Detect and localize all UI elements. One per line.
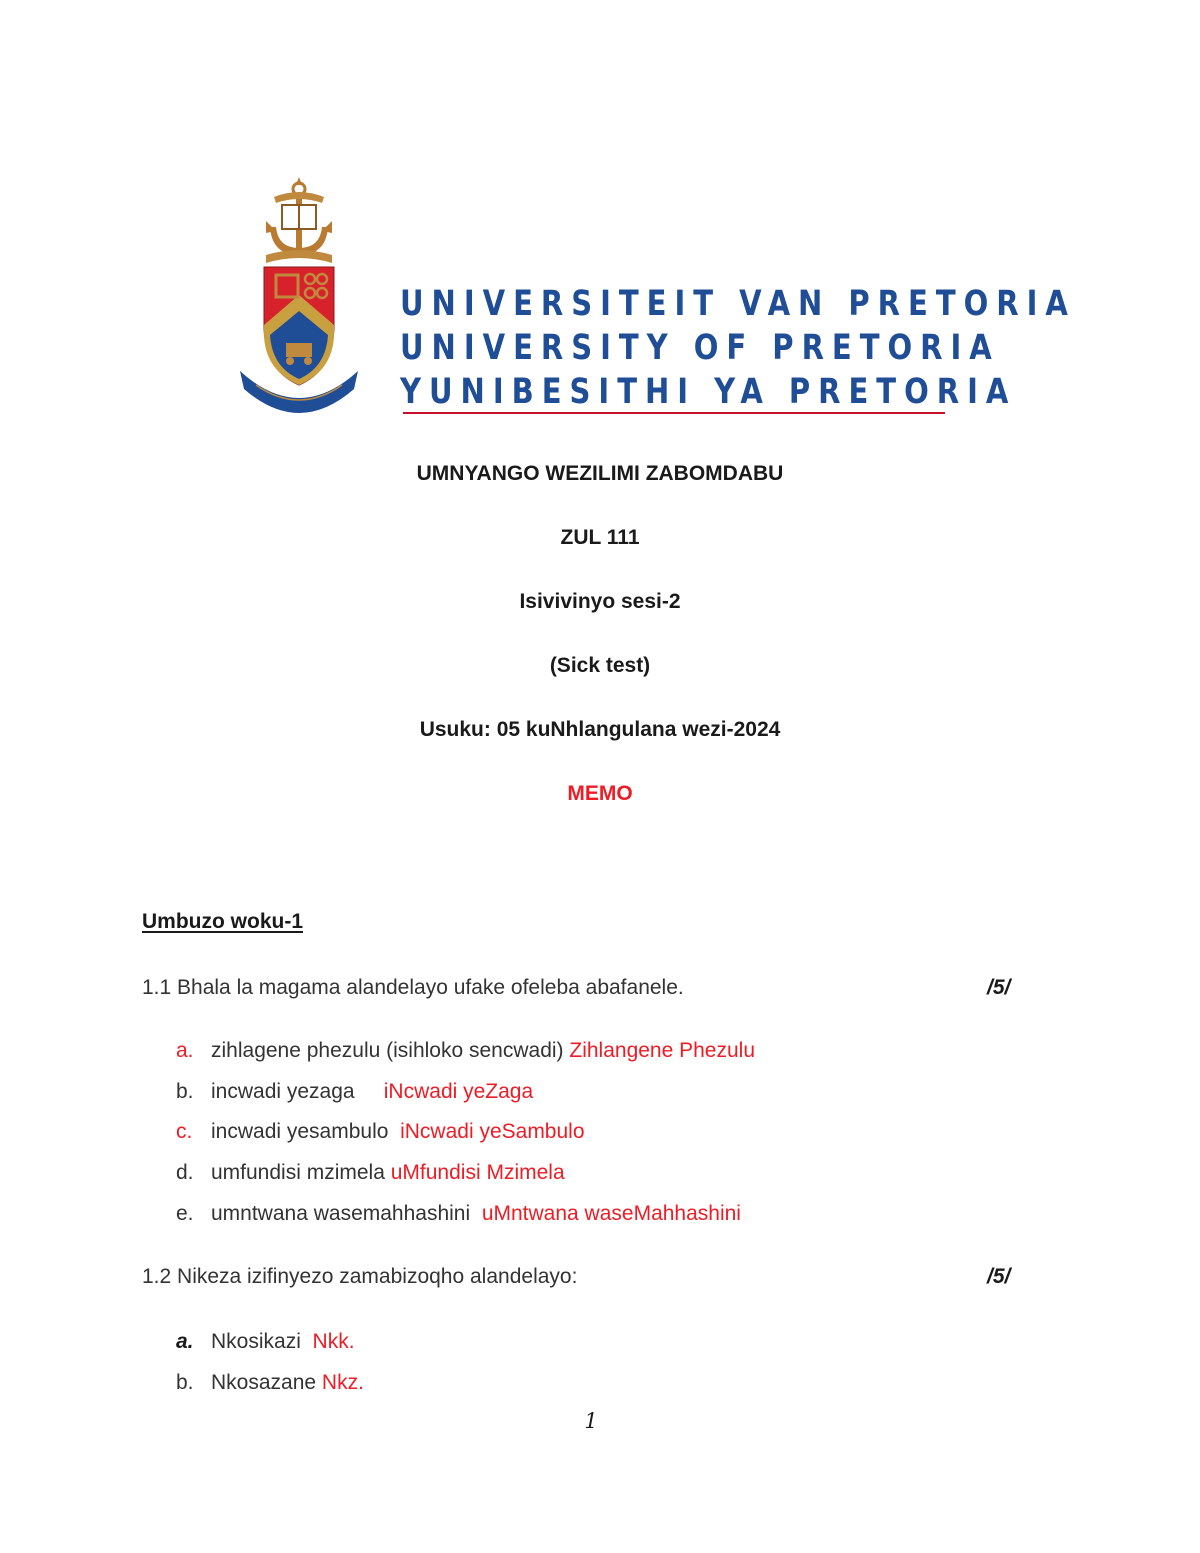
logo-line-english: UNIVERSITY OF PRETORIA [400, 328, 1000, 368]
list-item [176, 1329, 355, 1355]
list-item [176, 1079, 533, 1105]
university-name-wordmark [400, 282, 1076, 414]
assessment-date: Usuku: 05 kuNhlangulana wezi-2024 [419, 718, 781, 741]
list-item [176, 1160, 565, 1186]
list-item [176, 1119, 585, 1145]
item-text: Nkosazane [211, 1371, 322, 1394]
item-text: incwadi yesambulo [211, 1120, 401, 1143]
list-item [176, 1370, 364, 1396]
item-letter: a. [176, 1330, 194, 1353]
university-crest-logo [236, 175, 362, 420]
item-text: umfundisi mzimela [211, 1161, 391, 1184]
item-text: Nkosikazi [211, 1330, 313, 1353]
section-heading: Umbuzo woku-1 [142, 910, 303, 933]
page-number: 1 [584, 1409, 598, 1433]
memo-label: MEMO [567, 782, 633, 805]
logo-line-afrikaans: UNIVERSITEIT VAN PRETORIA [400, 284, 1076, 324]
item-letter: b. [176, 1080, 194, 1103]
assessment-note: (Sick test) [549, 654, 651, 677]
item-letter: c. [176, 1120, 193, 1143]
item-letter: b. [176, 1371, 194, 1394]
question-1-1: 1.1 Bhala la magama alandelayo ufake ofeleba abafanele. [142, 976, 684, 999]
item-answer: uMfundisi Mzimela [390, 1161, 565, 1184]
item-letter: d. [176, 1161, 194, 1184]
item-letter: a. [176, 1039, 194, 1062]
list-item [176, 1201, 741, 1227]
item-answer: iNcwadi yeSambulo [400, 1120, 585, 1143]
department-title: UMNYANGO WEZILIMI ZABOMDABU [416, 462, 784, 485]
question-1-1-marks: /5/ [987, 976, 1011, 999]
item-answer: Nkk. [312, 1330, 355, 1353]
item-letter: e. [176, 1202, 194, 1225]
logo-line-zulu: YUNIBESITHI YA PRETORIA [400, 372, 1017, 412]
item-text: umntwana wasemahhashini [211, 1202, 482, 1225]
question-1-2-marks: /5/ [987, 1265, 1011, 1288]
course-code: ZUL 111 [560, 526, 640, 549]
item-answer: Zihlangene Phezulu [569, 1039, 756, 1062]
item-answer: uMntwana waseMahhashini [481, 1202, 741, 1225]
question-1-2: 1.2 Nikeza izifinyezo zamabizoqho alandelayo: [142, 1265, 578, 1288]
assessment-title: Isivivinyo sesi-2 [519, 590, 681, 613]
item-answer: iNcwadi yeZaga [383, 1080, 534, 1103]
list-item [176, 1038, 755, 1064]
logo-underline [403, 412, 945, 414]
item-text: incwadi yezaga [211, 1080, 384, 1103]
item-text: zihlagene phezulu (isihloko sencwadi) [211, 1039, 570, 1062]
item-answer: Nkz. [321, 1371, 364, 1394]
